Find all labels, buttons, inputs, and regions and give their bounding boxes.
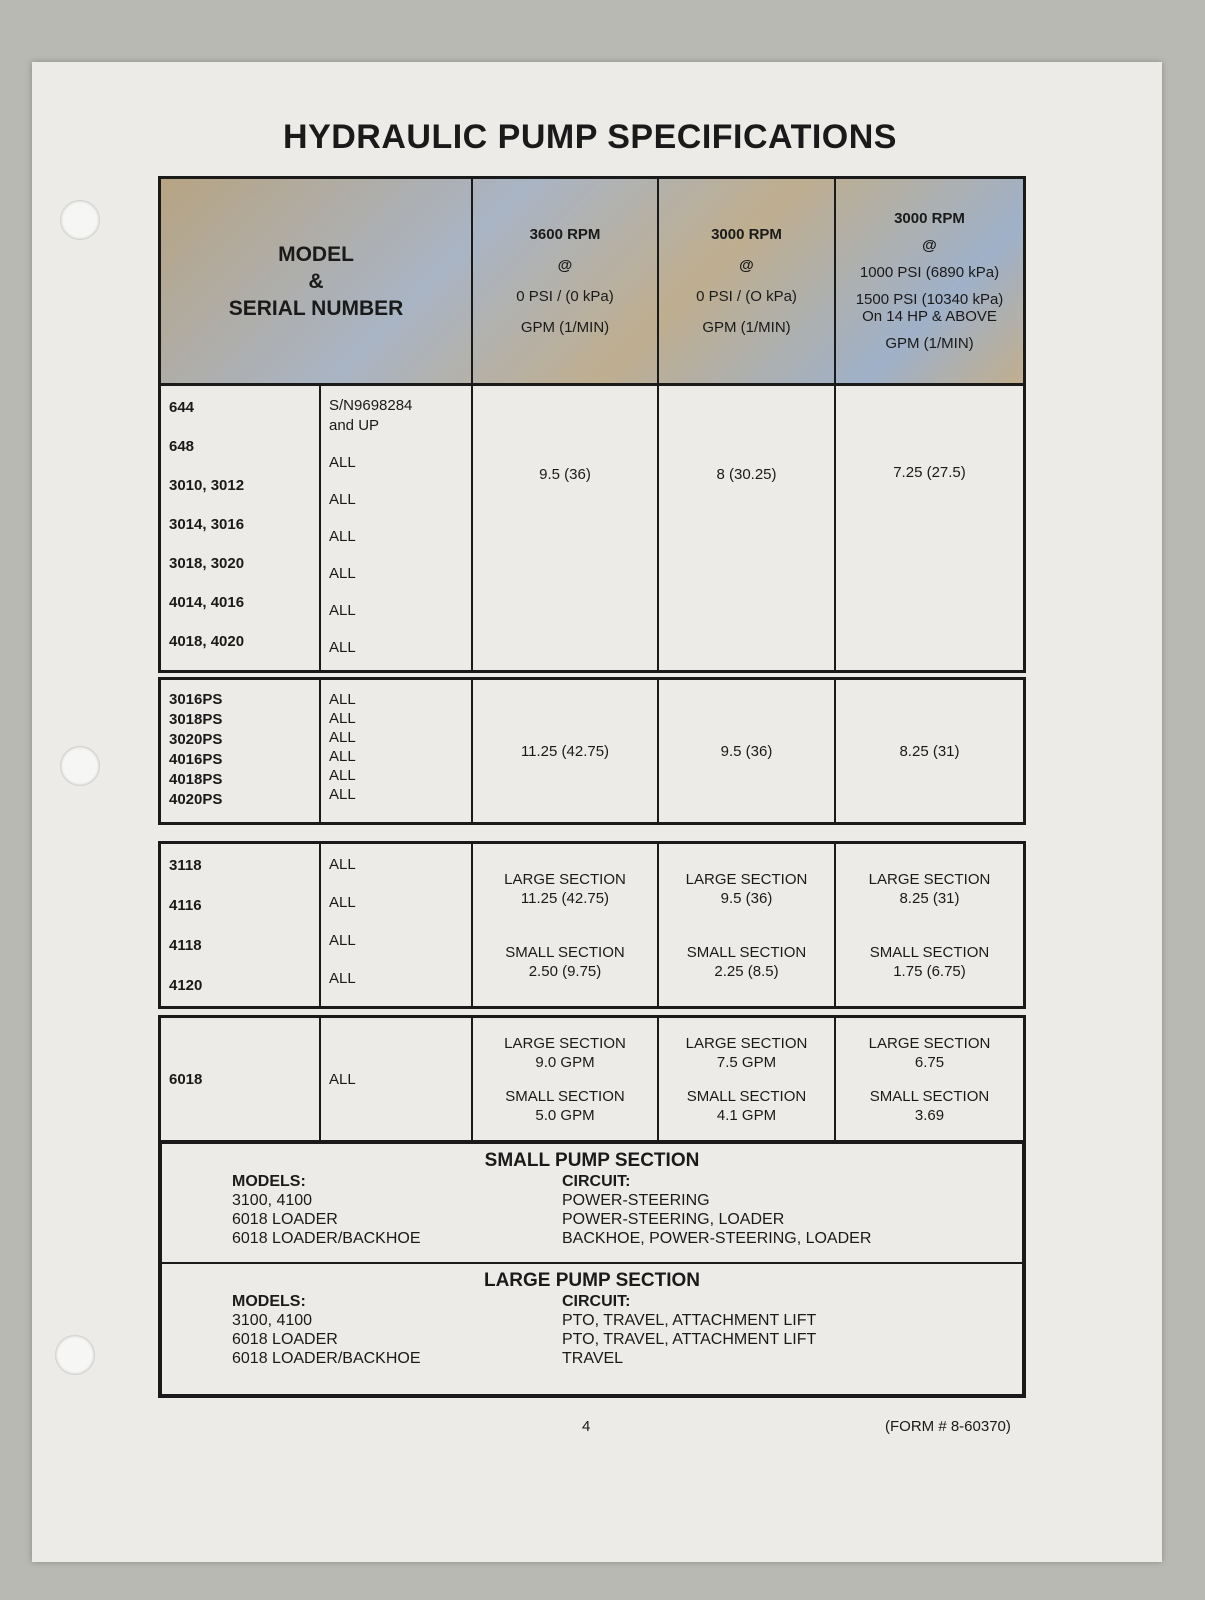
model-number: 4118 bbox=[169, 937, 202, 954]
header-line: 1500 PSI (10340 kPa) bbox=[855, 291, 1004, 308]
serial-number: S/N9698284 bbox=[329, 397, 413, 414]
model-number: 648 bbox=[169, 438, 195, 455]
pump-circuit: TRAVEL bbox=[562, 1350, 624, 1367]
section-value: 5.0 GPM bbox=[535, 1106, 595, 1124]
flow-3600-cell bbox=[471, 844, 657, 1006]
flow-3000-pressure-cell: 8.25 (31) bbox=[834, 680, 1023, 822]
header-line: @ bbox=[739, 257, 754, 274]
header-line: 0 PSI / (O kPa) bbox=[696, 288, 797, 305]
punch-hole bbox=[60, 200, 100, 240]
pump-circuit: POWER-STEERING bbox=[562, 1192, 710, 1209]
flow-3000-pressure-cell: 7.25 (27.5) bbox=[834, 386, 1023, 670]
section-divider bbox=[162, 1262, 1022, 1264]
section-value: 2.50 (9.75) bbox=[528, 962, 602, 980]
header-line: 0 PSI / (0 kPa) bbox=[516, 288, 614, 305]
header-line: SERIAL NUMBER bbox=[228, 296, 404, 320]
model-cell bbox=[161, 844, 319, 1006]
serial-number: ALL bbox=[329, 786, 356, 803]
section-value: 2.25 (8.5) bbox=[714, 962, 779, 980]
header-line: 3600 RPM bbox=[529, 226, 601, 243]
punch-hole bbox=[60, 746, 100, 786]
flow-3000-cell: 9.5 (36) bbox=[657, 680, 834, 822]
form-number: (FORM # 8-60370) bbox=[885, 1418, 1011, 1435]
section-label: LARGE SECTION bbox=[504, 870, 626, 888]
header-line: GPM (1/MIN) bbox=[885, 335, 974, 352]
flow-3600-cell: 11.25 (42.75) bbox=[471, 680, 657, 822]
model-cell bbox=[161, 680, 319, 822]
section-value: 11.25 (42.75) bbox=[520, 889, 610, 907]
serial-cell bbox=[319, 680, 471, 822]
header-line: 3000 RPM bbox=[894, 210, 965, 227]
serial-number: ALL bbox=[329, 691, 356, 708]
model-number: 3016PS bbox=[169, 691, 223, 708]
header-line: @ bbox=[557, 257, 573, 274]
section-label: SMALL SECTION bbox=[686, 943, 807, 961]
section-value: 7.5 GPM bbox=[716, 1053, 777, 1071]
serial-number: ALL bbox=[329, 565, 356, 582]
circuit-label: CIRCUIT: bbox=[562, 1293, 631, 1310]
flow-3000-cell bbox=[657, 1018, 834, 1140]
section-label: SMALL SECTION bbox=[505, 1087, 625, 1105]
section-value: 1.75 (6.75) bbox=[893, 962, 966, 980]
flow-3000-pressure-cell bbox=[834, 1018, 1023, 1140]
pump-model: 6018 LOADER bbox=[232, 1211, 338, 1228]
rpm-3600-header bbox=[471, 179, 657, 383]
serial-cell bbox=[319, 844, 471, 1006]
model-serial-header bbox=[161, 179, 471, 383]
section-label: LARGE SECTION bbox=[685, 870, 808, 888]
model-number: 4018, 4020 bbox=[169, 633, 245, 650]
section-value: 9.5 (36) bbox=[720, 889, 773, 907]
model-number: 4120 bbox=[169, 977, 203, 994]
section-label: SMALL SECTION bbox=[869, 943, 990, 961]
serial-cell bbox=[319, 386, 471, 670]
section-value: 4.1 GPM bbox=[716, 1106, 777, 1124]
section-label: LARGE SECTION bbox=[868, 1034, 991, 1052]
rpm-3000-header bbox=[657, 179, 834, 383]
section-label: LARGE SECTION bbox=[504, 1034, 626, 1052]
pump-model: 6018 LOADER/BACKHOE bbox=[232, 1230, 421, 1247]
serial-number: ALL bbox=[329, 767, 356, 784]
pump-circuit: PTO, TRAVEL, ATTACHMENT LIFT bbox=[562, 1312, 817, 1329]
serial-number: ALL bbox=[329, 932, 356, 949]
pump-model: 6018 LOADER bbox=[232, 1331, 338, 1348]
header-line: @ bbox=[922, 237, 937, 254]
table-row bbox=[158, 677, 1026, 825]
model-number: 6018 bbox=[169, 1070, 203, 1088]
header-line: 3000 RPM bbox=[711, 226, 782, 243]
section-value: 3.69 bbox=[914, 1106, 945, 1124]
section-label: LARGE SECTION bbox=[685, 1034, 808, 1052]
table-row bbox=[158, 1015, 1026, 1143]
table-row bbox=[158, 841, 1026, 1009]
section-label: SMALL SECTION bbox=[869, 1087, 990, 1105]
circuit-label: CIRCUIT: bbox=[562, 1173, 631, 1190]
serial-number: ALL bbox=[329, 856, 356, 873]
section-value: 9.0 GPM bbox=[535, 1053, 595, 1071]
section-label: SMALL SECTION bbox=[505, 943, 625, 961]
serial-number: ALL bbox=[329, 710, 356, 727]
large-pump-details bbox=[162, 1292, 1022, 1368]
pump-section-legend bbox=[158, 1140, 1026, 1398]
table-row bbox=[158, 383, 1026, 673]
header-line: & bbox=[308, 269, 324, 293]
model-number: 4016PS bbox=[169, 751, 223, 768]
model-number: 3118 bbox=[169, 857, 202, 874]
serial-number: and UP bbox=[329, 417, 380, 434]
serial-number: ALL bbox=[329, 639, 356, 656]
flow-3000-pressure-cell bbox=[834, 844, 1023, 1006]
serial-number: ALL bbox=[329, 602, 356, 619]
model-number: 3020PS bbox=[169, 731, 223, 748]
pump-model: 3100, 4100 bbox=[232, 1312, 313, 1329]
flow-3000-cell: 8 (30.25) bbox=[657, 386, 834, 670]
page-number: 4 bbox=[582, 1418, 591, 1435]
section-value: 6.75 bbox=[914, 1053, 945, 1071]
small-pump-details bbox=[162, 1172, 1022, 1248]
flow-3600-cell bbox=[471, 1018, 657, 1140]
rpm-3000-pressure-header bbox=[834, 179, 1023, 383]
section-label: SMALL SECTION bbox=[686, 1087, 807, 1105]
serial-cell bbox=[319, 1018, 471, 1140]
section-value: 8.25 (31) bbox=[899, 889, 960, 907]
flow-3000-cell bbox=[657, 844, 834, 1006]
model-number: 4116 bbox=[169, 897, 202, 914]
header-line: MODEL bbox=[278, 242, 354, 266]
model-number: 4020PS bbox=[169, 791, 223, 808]
header-line: GPM (1/MIN) bbox=[702, 319, 791, 336]
pump-model: 3100, 4100 bbox=[232, 1192, 313, 1209]
model-number: 3018PS bbox=[169, 711, 223, 728]
pump-circuit: POWER-STEERING, LOADER bbox=[562, 1211, 785, 1228]
serial-number: ALL bbox=[329, 454, 356, 471]
page-title: HYDRAULIC PUMP SPECIFICATIONS bbox=[283, 118, 897, 156]
small-pump-title: SMALL PUMP SECTION bbox=[484, 1150, 700, 1171]
serial-number: ALL bbox=[329, 491, 356, 508]
large-pump-title: LARGE PUMP SECTION bbox=[483, 1270, 701, 1291]
model-number: 4018PS bbox=[169, 771, 223, 788]
serial-number: ALL bbox=[329, 748, 356, 765]
serial-number: ALL bbox=[329, 970, 356, 987]
pump-circuit: PTO, TRAVEL, ATTACHMENT LIFT bbox=[562, 1331, 817, 1348]
models-label: MODELS: bbox=[232, 1293, 306, 1310]
header-line: GPM (1/MIN) bbox=[520, 319, 610, 336]
serial-number: ALL bbox=[329, 729, 356, 746]
flow-3600-cell: 9.5 (36) bbox=[471, 386, 657, 670]
serial-number: ALL bbox=[329, 528, 356, 545]
model-number: 3014, 3016 bbox=[169, 516, 245, 533]
model-number: 3010, 3012 bbox=[169, 477, 245, 494]
model-cell bbox=[161, 386, 319, 670]
serial-number: ALL bbox=[329, 1070, 356, 1088]
model-number: 4014, 4016 bbox=[169, 594, 245, 611]
model-cell bbox=[161, 1018, 319, 1140]
model-number: 644 bbox=[169, 399, 195, 416]
punch-hole bbox=[55, 1335, 95, 1375]
serial-number: ALL bbox=[329, 894, 356, 911]
header-line: On 14 HP & ABOVE bbox=[862, 308, 997, 325]
section-label: LARGE SECTION bbox=[868, 870, 991, 888]
model-number: 3018, 3020 bbox=[169, 555, 245, 572]
pump-circuit: BACKHOE, POWER-STEERING, LOADER bbox=[562, 1230, 872, 1247]
header-line: 1000 PSI (6890 kPa) bbox=[859, 264, 1000, 281]
spec-table-header bbox=[158, 176, 1026, 386]
models-label: MODELS: bbox=[232, 1173, 306, 1190]
pump-model: 6018 LOADER/BACKHOE bbox=[232, 1350, 421, 1367]
